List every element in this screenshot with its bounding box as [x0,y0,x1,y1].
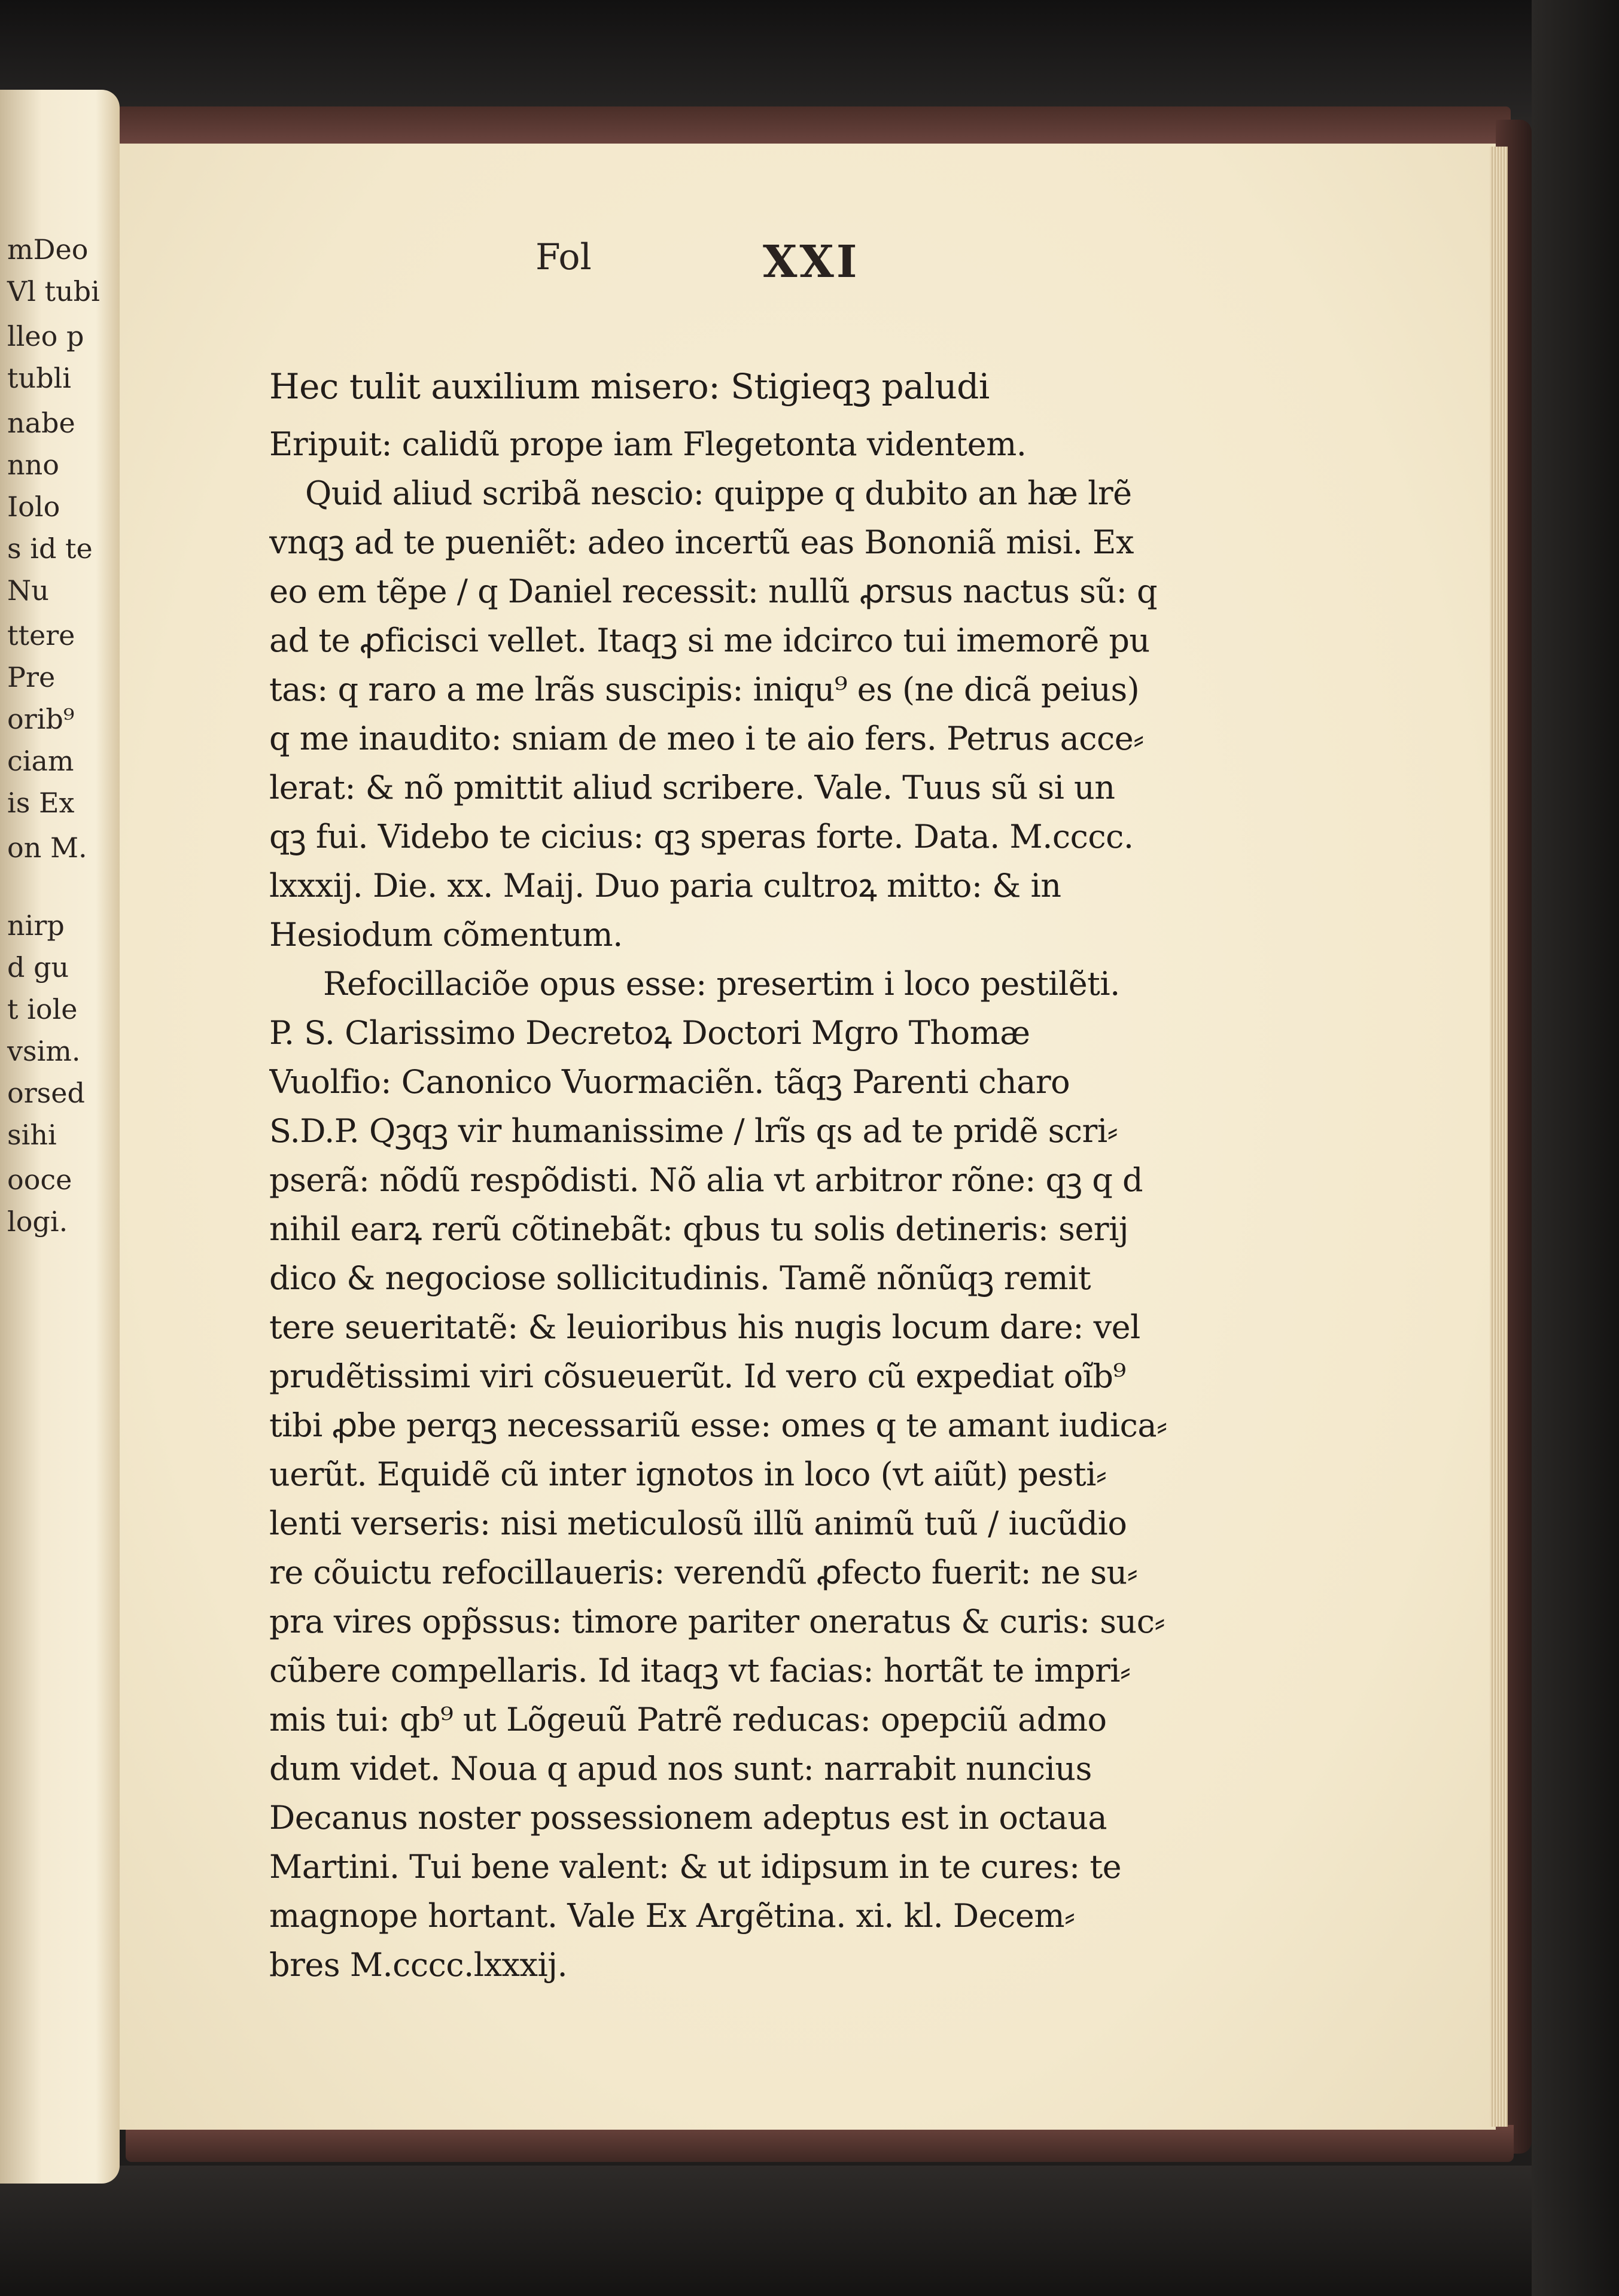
text-line: Hesiodum cõmentum. [269,916,623,954]
text-line: dum videt. Noua q apud nos sunt: narrabit nuncius [269,1750,1092,1788]
text-line: pra vires opp̃ssus: timore pariter oneratus & curis: suc⸗ [269,1603,1165,1640]
left-page-fragment: t iole [7,993,78,1025]
left-page-fragment: ooce [7,1164,72,1196]
page-edges [1490,147,1508,2127]
text-line: Decanus noster possessionem adeptus est in octaua [269,1799,1107,1837]
text-line: mis tui: qb⁹ ut Lõgeuũ Patrẽ reducas: opepciũ admo [269,1701,1107,1738]
text-line: tas: q raro a me lrãs suscipis: iniqu⁹ es (ne dicã peius) [269,671,1140,708]
left-page-fragment: logi. [7,1205,68,1238]
text-line: lerat: & nõ pmittit aliud scribere. Vale. Tuus sũ si un [269,769,1115,806]
left-page-fragment: Iolo [7,491,60,523]
left-page-fragment: Pre [7,661,56,693]
left-page-fragment: mDeo [7,233,89,266]
background-bottom [0,2166,1619,2296]
text-line: lenti verseris: nisi meticulosũ illũ animũ tuũ / iucũdio [269,1505,1127,1542]
text-line: uerũt. Equidẽ cũ inter ignotos in loco (vt aiũt) pesti⸗ [269,1455,1107,1493]
left-page-fragment: ttere [7,619,75,651]
left-page-fragment: tubli [7,362,71,394]
text-line: Eripuit: calidũ prope iam Flegetonta videntem. [269,425,1027,463]
left-facing-page [0,90,120,2184]
text-line: S.D.P. Qꝫqꝫ vir humanissime / lrĩs qs ad te pridẽ scri⸗ [269,1112,1118,1150]
left-page-fragment: ciam [7,745,74,777]
text-line: re cõuictu refocillaueris: verendũ ꝓfecto fuerit: ne su⸗ [269,1554,1138,1591]
left-page-fragment: on M. [7,832,87,864]
text-line: P. S. Clarissimo Decretoꝝ Doctori Mgro Thomæ [269,1014,1030,1052]
text-line: Hec tulit auxilium misero: Stigieqꝫ paludi [269,366,990,407]
text-line: pserã: nõdũ respõdisti. Nõ alia vt arbitror rõne: qꝫ q d [269,1161,1143,1199]
text-line: nihil earꝝ rerũ cõtinebãt: qbus tu solis detineris: serij [269,1210,1129,1248]
left-page-fragment: s id te [7,532,93,565]
left-page-fragment: nirp [7,909,65,942]
text-line: bres M.cccc.lxxxij. [269,1946,568,1984]
text-line: vnqꝫ ad te pueniẽt: adeo incertũ eas Bononiã misi. Ex [269,523,1134,561]
left-page-fragment: d gu [7,951,69,983]
book-cover-top [117,106,1511,148]
left-page-fragment: Vl tubi [7,275,100,307]
text-line: ad te ꝓficisci vellet. Itaqꝫ si me idcirco tui imemorẽ pu [269,622,1150,659]
left-page-fragment: sihi [7,1119,57,1151]
text-line: q me inaudito: sniam de meo i te aio fers. Petrus acce⸗ [269,720,1144,757]
left-page-fragment: vsim. [7,1035,81,1067]
text-line: dico & negociose sollicitudinis. Tamẽ nõnũqꝫ remit [269,1259,1091,1297]
left-page-fragment: nabe [7,407,75,439]
folio-number: XXI [763,236,860,288]
text-line: Martini. Tui bene valent: & ut idipsum in te cures: te [269,1848,1122,1886]
folio-label: Fol [535,236,592,278]
page-header [0,236,1619,288]
left-page-fragment: is Ex [7,787,75,819]
book-cover-bottom [126,2125,1514,2162]
text-line: lxxxij. Die. xx. Maij. Duo paria cultroꝝ mitto: & in [269,867,1061,905]
text-line: prudẽtissimi viri cõsueuerũt. Id vero cũ expediat oĩb⁹ [269,1357,1126,1395]
left-page-fragment: nno [7,449,59,481]
left-page-fragment: orsed [7,1077,85,1109]
text-line: tere seueritatẽ: & leuioribus his nugis locum dare: vel [269,1308,1140,1346]
text-line: Quid aliud scribã nescio: quippe q dubito an hæ lrẽ [305,474,1132,512]
left-page-fragment: orib⁹ [7,703,75,735]
text-line: tibi ꝓbe perqꝫ necessariũ esse: omes q te amant iudica⸗ [269,1406,1167,1444]
left-page-fragment: lleo p [7,320,84,352]
left-page-fragment: Nu [7,574,49,607]
page-text [269,353,1179,1990]
text-line: cũbere compellaris. Id itaqꝫ vt facias: hortãt te impri⸗ [269,1652,1131,1689]
text-line: Refocillaciõe opus esse: presertim i loco pestilẽti. [323,965,1120,1003]
text-line: qꝫ fui. Videbo te cicius: qꝫ speras forte. Data. M.cccc. [269,818,1134,855]
background-right [1532,0,1619,2296]
text-line: eo em tẽpe / q Daniel recessit: nullũ ꝓrsus nactus sũ: q [269,573,1158,610]
text-line: magnope hortant. Vale Ex Argẽtina. xi. kl. Decem⸗ [269,1897,1075,1935]
text-line: Vuolfio: Canonico Vuormaciẽn. tãqꝫ Parenti charo [269,1063,1070,1101]
